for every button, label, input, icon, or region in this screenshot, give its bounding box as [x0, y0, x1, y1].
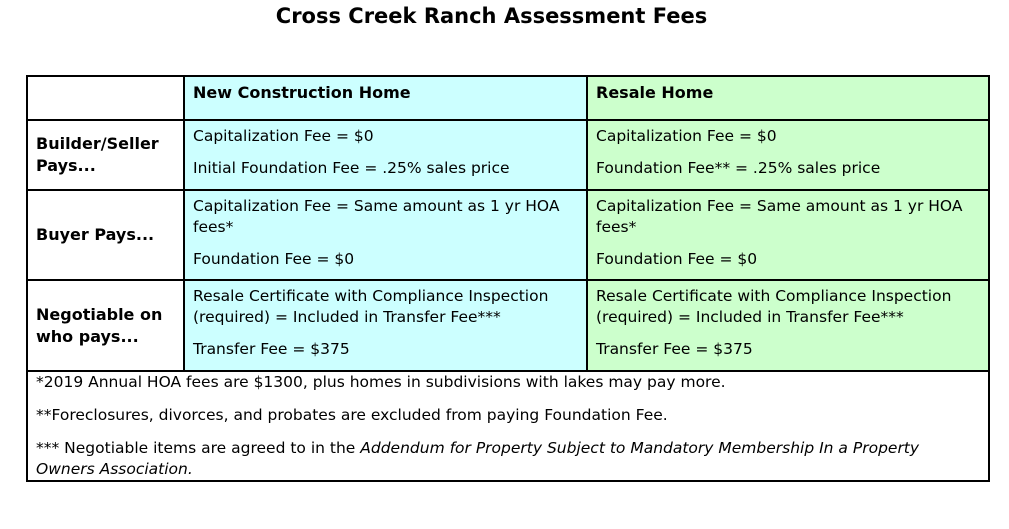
- notes-cell: [27, 371, 989, 481]
- table-row-negotiable: [27, 280, 989, 371]
- cell-resale-builder-seller: [587, 120, 989, 190]
- cell-resale-buyer: [587, 190, 989, 280]
- cell-line: Resale Certificate with Compliance Inspection (required) = Included in Transfer Fee***: [193, 287, 549, 326]
- footnote-negotiable: [36, 438, 980, 480]
- cell-new-buyer: [184, 190, 587, 280]
- page-title: Cross Creek Ranch Assessment Fees: [275, 4, 708, 28]
- cell-line: Capitalization Fee = $0: [193, 127, 374, 145]
- table-row-buyer: [27, 190, 989, 280]
- header-resale: Resale Home: [587, 76, 989, 120]
- cell-line: Transfer Fee = $375: [596, 340, 753, 358]
- footnote-foreclosures: **Foreclosures, divorces, and probates are excluded from paying Foundation Fee.: [36, 406, 668, 424]
- cell-line: Capitalization Fee = $0: [596, 127, 777, 145]
- cell-line: Resale Certificate with Compliance Inspection (required) = Included in Transfer Fee***: [596, 287, 952, 326]
- row-label-builder-seller: Builder/Seller Pays...: [27, 120, 184, 190]
- cell-line: Capitalization Fee = Same amount as 1 yr HOA fees*: [596, 197, 963, 236]
- header-row: [27, 76, 989, 120]
- cell-line: Foundation Fee** = .25% sales price: [596, 159, 881, 177]
- cell-line: Capitalization Fee = Same amount as 1 yr HOA fees*: [193, 197, 560, 236]
- addendum-title: Addendum for Property Subject to Mandatory Membership In a Property Owners Association.: [36, 439, 920, 478]
- cell-new-negotiable: [184, 280, 587, 371]
- cell-line: Initial Foundation Fee = .25% sales price: [193, 159, 510, 177]
- footnote-negotiable-prefix: *** Negotiable items are agreed to in the: [36, 439, 361, 457]
- cell-line: Transfer Fee = $375: [193, 340, 350, 358]
- cell-line: Foundation Fee = $0: [193, 250, 355, 268]
- footnote-hoa: *2019 Annual HOA fees are $1300, plus homes in subdivisions with lakes may pay more.: [36, 373, 726, 391]
- cell-line: Foundation Fee = $0: [596, 250, 758, 268]
- header-new-construction: New Construction Home: [184, 76, 587, 120]
- row-label-negotiable: Negotiable on who pays...: [27, 280, 184, 371]
- table-row-builder-seller: [27, 120, 989, 190]
- row-label-buyer: Buyer Pays...: [27, 190, 184, 280]
- corner-cell: [27, 76, 184, 120]
- cell-new-builder-seller: [184, 120, 587, 190]
- cell-resale-negotiable: [587, 280, 989, 371]
- fees-table: [26, 75, 990, 482]
- notes-row: [27, 371, 989, 481]
